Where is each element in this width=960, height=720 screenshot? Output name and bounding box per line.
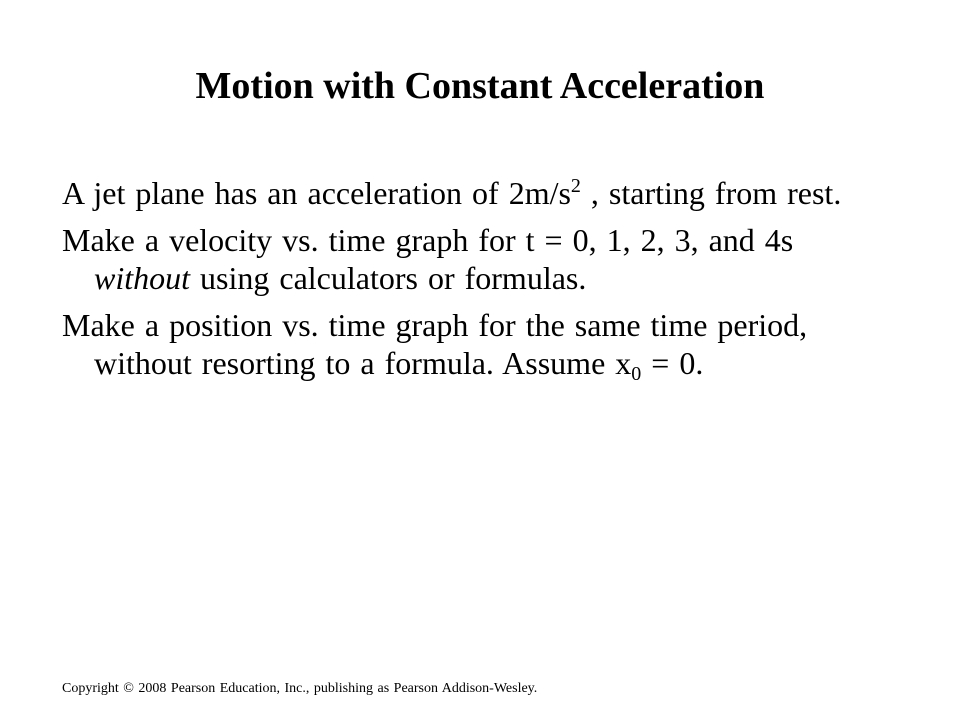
paragraph-position-graph — [62, 306, 892, 385]
paragraph-text: Make a velocity vs. time graph for t = 0, 1, 2, 3, and 4s — [62, 222, 794, 258]
paragraph-velocity-graph — [62, 221, 892, 297]
slide-body — [62, 174, 892, 391]
paragraph-text: using calculators or formulas. — [190, 260, 587, 296]
paragraph-acceleration — [62, 174, 892, 212]
paragraph-text: = 0. — [641, 345, 704, 381]
paragraph-text: , starting from rest. — [580, 175, 842, 211]
slide-title: Motion with Constant Acceleration — [195, 65, 765, 107]
superscript-exponent: 2 — [570, 175, 581, 197]
copyright-footer: Copyright © 2008 Pearson Education, Inc., publishing as Pearson Addison-Wesley. — [62, 681, 538, 696]
subscript-index: 0 — [631, 363, 642, 385]
paragraph-text: A jet plane has an acceleration of 2m/s — [62, 175, 571, 211]
paragraph-text: Make a position vs. time graph for the same time period, without resorting to a formula. Assume x — [62, 307, 808, 381]
italic-emphasis: without — [94, 260, 191, 296]
